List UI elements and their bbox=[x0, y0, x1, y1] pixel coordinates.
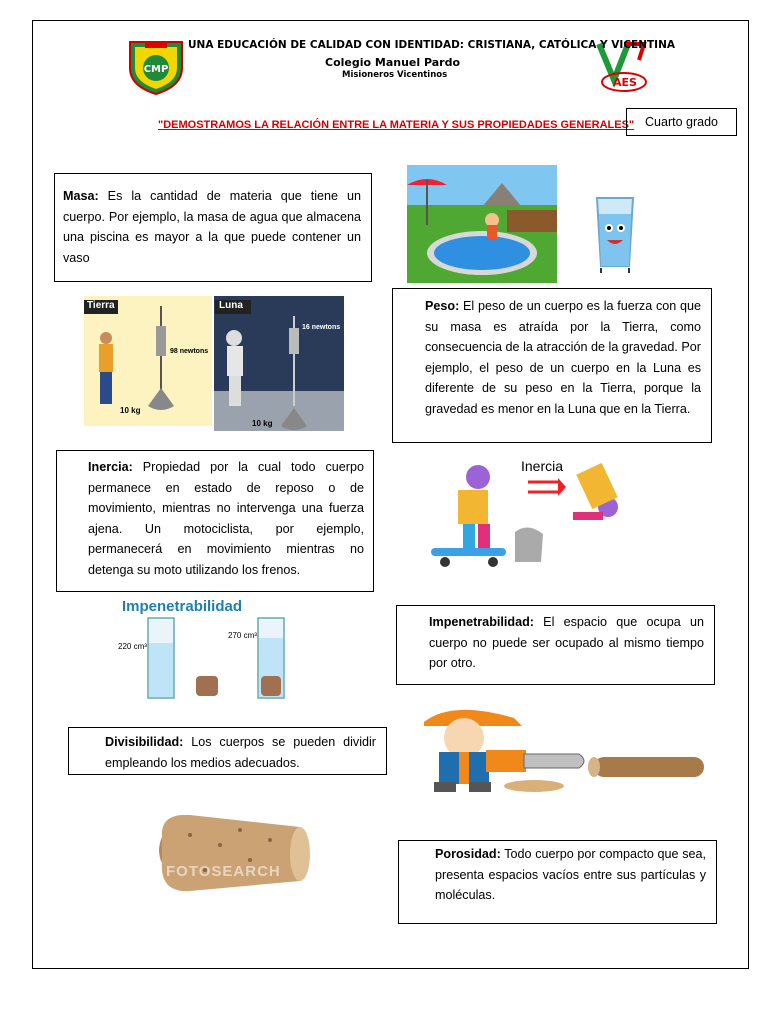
divisibilidad-term: Divisibilidad: bbox=[105, 735, 184, 749]
divisibilidad-box bbox=[68, 727, 387, 775]
school-name: Colegio Manuel Pardo bbox=[325, 56, 461, 69]
impen-vol2: 270 cm³ bbox=[228, 631, 257, 640]
divisibilidad-text: Los cuerpos se pueden dividir empleando los medios adecuados. bbox=[105, 735, 376, 770]
impenetrabilidad-term: Impenetrabilidad: bbox=[429, 615, 534, 629]
porosidad-box bbox=[398, 840, 717, 924]
inercia-box bbox=[56, 450, 374, 592]
cork-watermark: FOTOSEARCH bbox=[166, 863, 281, 880]
peso-text: El peso de un cuerpo es la fuerza con que su masa es atraída por la Tierra, como consecuencia de la atracción de la gravedad. Por ejemplo, el peso de un cuerpo en la Luna es diferente de su peso en la Tierra, porque la gravedad es menor en la Luna que en la Tierra. bbox=[425, 299, 701, 416]
impenetrabilidad-text: El espacio que ocupa un cuerpo no puede ser ocupado al mismo tiempo por otro. bbox=[429, 615, 704, 670]
inercia-text: Propiedad por la cual todo cuerpo permanece en estado de reposo o de movimiento, mientras no intervenga una fuerza ajena. Un motociclista, por ejemplo, permanecerá en movimiento mientras no detenga su moto utilizando los frenos. bbox=[88, 460, 364, 577]
inercia-illustration bbox=[423, 452, 653, 580]
grade-box: Cuarto grado bbox=[626, 108, 737, 136]
impen-vol1: 220 cm³ bbox=[118, 642, 147, 651]
water-glass-illustration bbox=[585, 192, 645, 274]
header-motto: UNA EDUCACIÓN DE CALIDAD CON IDENTIDAD: CRISTIANA, CATÓLICA Y VICENTINA bbox=[188, 39, 675, 51]
impenetrabilidad-box bbox=[396, 605, 715, 685]
porosidad-text: Todo cuerpo por compacto que sea, presenta espacios vacíos entre sus partículas y moléculas. bbox=[435, 847, 706, 902]
inercia-term: Inercia: bbox=[88, 460, 133, 474]
impen-image-title: Impenetrabilidad bbox=[122, 598, 243, 615]
page-title: "DEMOSTRAMOS LA RELACIÓN ENTRE LA MATERIA Y SUS PROPIEDADES GENERALES" bbox=[158, 119, 635, 131]
svg-text:CMP: CMP bbox=[143, 64, 169, 75]
masa-box bbox=[54, 173, 372, 282]
inercia-image-label: Inercia bbox=[521, 458, 564, 474]
svg-text:AES: AES bbox=[613, 76, 637, 89]
peso-term: Peso: bbox=[425, 299, 460, 313]
pool-illustration bbox=[407, 165, 557, 283]
moon-mass: 10 kg bbox=[252, 419, 273, 428]
impenetrabilidad-image bbox=[110, 598, 310, 704]
earth-mass: 10 kg bbox=[120, 406, 141, 415]
peso-box bbox=[392, 288, 712, 443]
weight-earth-moon-image bbox=[84, 296, 346, 444]
porosidad-term: Porosidad: bbox=[435, 847, 501, 861]
masa-text: Es la cantidad de materia que tiene un cuerpo. Por ejemplo, la masa de agua que almacena una piscina es mayor a la que puede contener un vaso bbox=[63, 189, 361, 265]
earth-label: Tierra bbox=[87, 300, 115, 311]
moon-newtons: 16 newtons bbox=[302, 324, 341, 331]
masa-term: Masa: bbox=[63, 189, 99, 203]
cork-image bbox=[150, 805, 320, 897]
school-crest-logo bbox=[127, 40, 185, 96]
earth-newtons: 98 newtons bbox=[170, 348, 209, 355]
moon-label: Luna bbox=[219, 300, 243, 311]
chainsaw-illustration bbox=[404, 700, 714, 798]
school-subtitle: Misioneros Vicentinos bbox=[342, 70, 448, 80]
